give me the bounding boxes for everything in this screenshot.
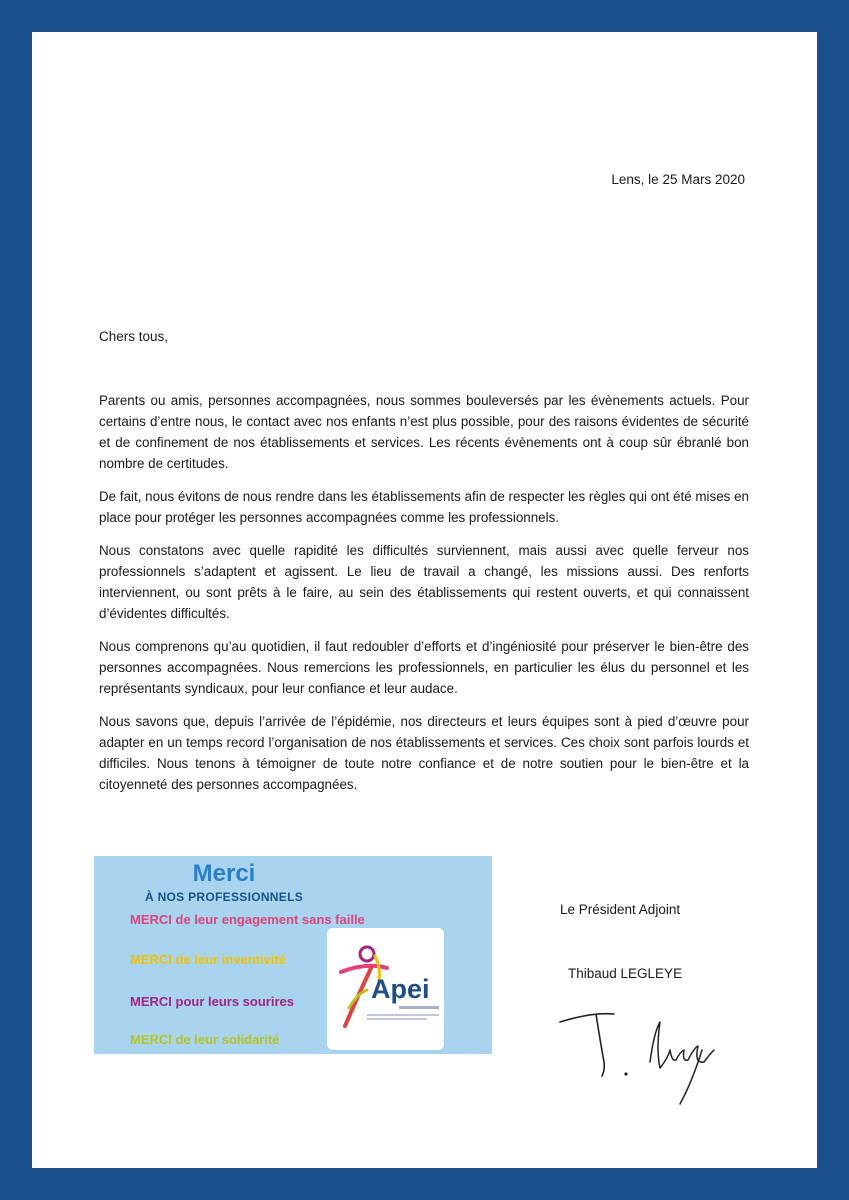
apei-logo xyxy=(327,928,444,1050)
merci-banner xyxy=(94,856,492,1054)
signer-role: Le Président Adjoint xyxy=(560,902,681,917)
letter-page xyxy=(32,32,817,1168)
paragraph: De fait, nous évitons de nous rendre dans les établissements afin de respecter les règles qui ont été mises en place pour protéger les personnes accompagnées comme les professionnels. xyxy=(99,489,749,525)
letter-date: Lens, le 25 Mars 2020 xyxy=(611,172,745,187)
paragraph: Nous constatons avec quelle rapidité les difficultés surviennent, mais aussi avec quelle ferveur nos professionnels s’adaptent et agissent. Le lieu de travail a changé, les missions aussi. Des renforts interviennent, ou sont prêts à le faire, au sein des établissements qui restent ouverts, et qui connaissent d’évidentes difficultés. xyxy=(99,543,749,621)
paragraph: Nous savons que, depuis l’arrivée de l’épidémie, nos directeurs et leurs équipes sont à pied d’œuvre pour adapter en un temps record l’organisation de nos établissements et services. Ces choix sont parfois lourds et difficiles. Nous tenons à témoigner de toute notre confiance et de notre soutien pour le bien-être et la citoyenneté des personnes accompagnées. xyxy=(99,714,749,792)
letter-greeting: Chers tous, xyxy=(99,329,169,344)
paragraph: Parents ou amis, personnes accompagnées, nous sommes bouleversés par les évènements actuels. Pour certains d’entre nous, le contact avec nos enfants n’est plus possible, pour des raisons évidentes de sécurité et de confinement de nos établissements et services. Les récents évènements ont à coup sûr ébranlé bon nombre de certitudes. xyxy=(99,393,749,471)
banner-subtitle: À NOS PROFESSIONNELS xyxy=(144,890,304,904)
banner-title: Merci xyxy=(192,860,256,887)
paragraph: Nous comprenons qu’au quotidien, il faut redoubler d’efforts et d’ingéniosité pour préserver le bien-être des personnes accompagnées. Nous remercions les professionnels, en particulier les élus du personnel et les représentants syndicaux, pour leur confiance et leur audace. xyxy=(99,639,749,696)
letter-body xyxy=(99,390,749,807)
banner-line: MERCI de leur inventivité xyxy=(130,952,287,967)
signer-name: Thibaud LEGLEYE xyxy=(568,966,683,981)
logo-tagline xyxy=(367,1014,439,1016)
logo-tagline xyxy=(367,1018,427,1020)
handwritten-signature xyxy=(552,992,732,1112)
logo-text: Apei xyxy=(371,974,430,1004)
banner-line: MERCI pour leurs sourires xyxy=(130,994,294,1009)
banner-line: MERCI de leur solidarité xyxy=(130,1032,280,1047)
banner-line: MERCI de leur engagement sans faille xyxy=(130,912,365,927)
logo-tagline xyxy=(399,1006,439,1009)
